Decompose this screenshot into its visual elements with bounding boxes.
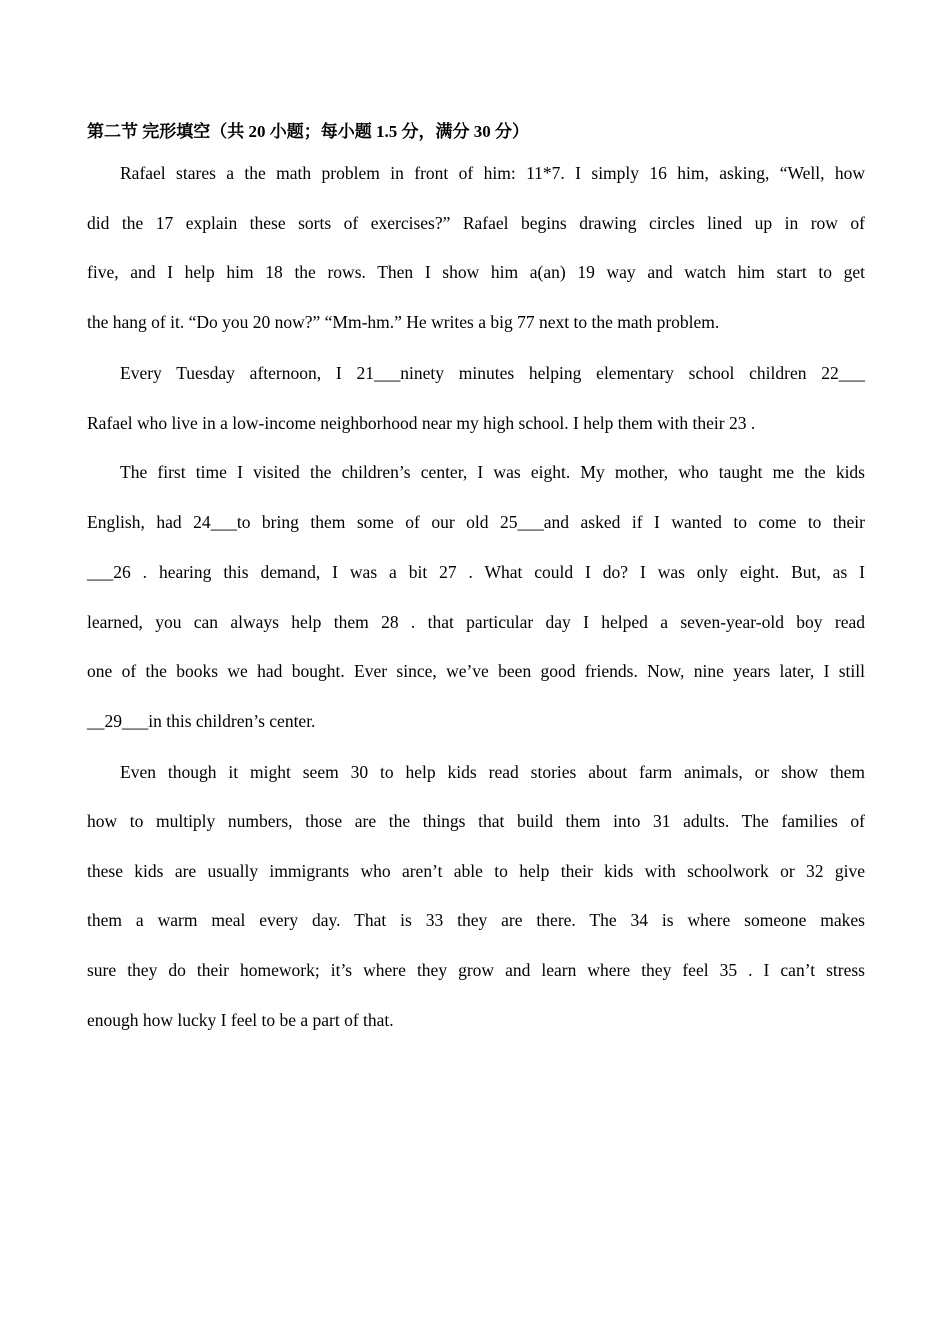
paragraph-4-line-1: Even though it might seem 30 to help kids read stories about farm animals, or show them [120,762,865,782]
paragraph-4-line-6: enough how lucky I feel to be a part of that. [87,1010,394,1030]
paragraph-2-line-2: Rafael who live in a low-income neighborhood near my high school. I help them with their 23 . [87,413,756,433]
paragraph-2-line-1: Every Tuesday afternoon, I 21___ninety minutes helping elementary school children 22___ [120,363,865,383]
paragraph-3-line-6: __29___in this children’s center. [87,711,316,731]
paragraph-3-line-4: learned, you can always help them 28 . that particular day I helped a seven-year-old boy read [87,612,865,632]
paragraph-1-line-3: five, and I help him 18 the rows. Then I show him a(an) 19 way and watch him start to get [87,262,865,282]
paragraph-4-line-3: these kids are usually immigrants who aren’t able to help their kids with schoolwork or 32 give [87,861,865,881]
paragraph-3-line-5: one of the books we had bought. Ever since, we’ve been good friends. Now, nine years later, I still [87,661,865,681]
paragraph-1-line-2: did the 17 explain these sorts of exercises?” Rafael begins drawing circles lined up in row of [87,213,865,233]
paragraph-3-line-3: ___26 . hearing this demand, I was a bit 27 . What could I do? I was only eight. But, as I [87,562,865,582]
paragraph-4-line-2: how to multiply numbers, those are the things that build them into 31 adults. The families of [87,811,865,831]
paragraph-4-line-4: them a warm meal every day. That is 33 they are there. The 34 is where someone makes [87,910,865,930]
paragraph-3-line-2: English, had 24___to bring them some of our old 25___and asked if I wanted to come to their [87,512,865,532]
section-title: 第二节 完形填空（共 20 小题；每小题 1.5 分，满分 30 分） [87,122,529,141]
paragraph-4-line-5: sure they do their homework; it’s where they grow and learn where they feel 35 . I can’t stress [87,960,865,980]
paragraph-3-line-1: The first time I visited the children’s center, I was eight. My mother, who taught me the kids [120,462,865,482]
paragraph-1-line-4: the hang of it. “Do you 20 now?” “Mm-hm.” He writes a big 77 next to the math problem. [87,312,720,332]
paragraph-1-line-1: Rafael stares a the math problem in front of him: 11*7. I simply 16 him, asking, “Well, how [120,163,865,183]
